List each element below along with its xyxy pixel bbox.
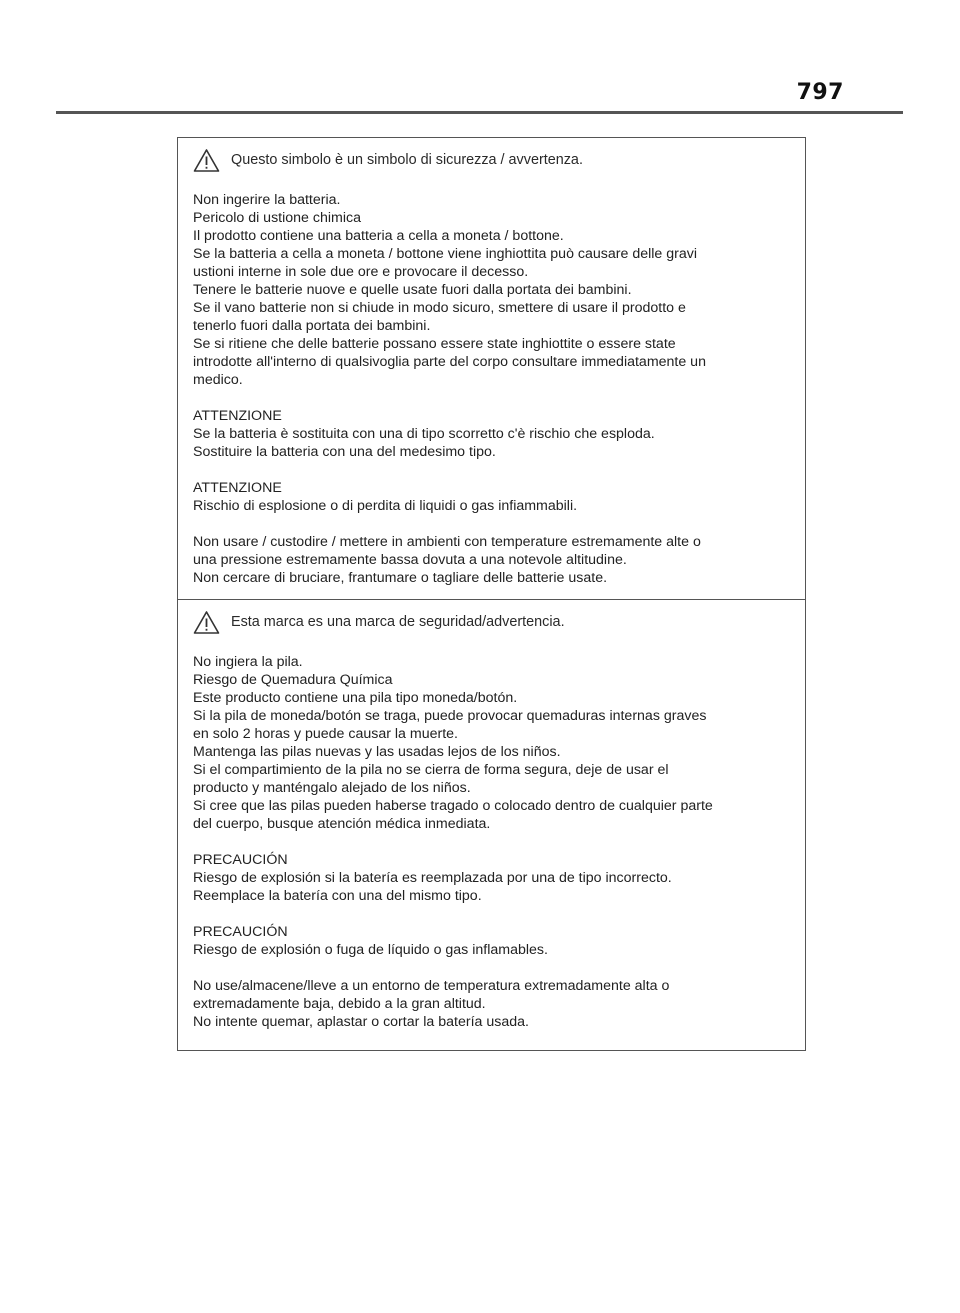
text-line: en solo 2 horas y puede causar la muerte. [193,726,458,742]
page-number: 797 [796,80,844,105]
text-line: Riesgo de explosión si la batería es reemplazada por una de tipo incorrecto. [193,870,672,886]
text-line: Si la pila de moneda/botón se traga, puede provocar quemaduras internas graves [193,708,707,724]
text-line: Este producto contiene una pila tipo moneda/botón. [193,690,518,706]
text-line: PRECAUCIÓN [193,852,288,868]
text-line: Non usare / custodire / mettere in ambienti con temperature estremamente alte o [193,534,701,550]
spanish-warning-title: Esta marca es una marca de seguridad/advertencia. [231,614,565,630]
text-line: introdotte all'interno di qualsivoglia parte del corpo consultare immediatamente un [193,354,706,370]
text-line: Si cree que las pilas pueden haberse tragado o colocado dentro de cualquier parte [193,798,713,814]
text-line: del cuerpo, busque atención médica inmediata. [193,816,491,832]
text-line: ustioni interne in sole due ore e provocare il decesso. [193,264,529,280]
text-line: PRECAUCIÓN [193,924,288,940]
spanish-ingestion-warning [193,653,791,833]
text-line: Pericolo di ustione chimica [193,210,361,226]
text-line: tenerlo fuori dalla portata dei bambini. [193,318,431,334]
text-line: ATTENZIONE [193,480,282,496]
header-rule [56,111,903,114]
italian-caution-replacement [193,407,791,461]
text-line: medico. [193,372,243,388]
text-line: producto y manténgalo alejado de los niños. [193,780,471,796]
text-line: Rischio di esplosione o di perdita di liquidi o gas infiammabili. [193,498,578,514]
text-line: Il prodotto contiene una batteria a cella a moneta / bottone. [193,228,564,244]
text-line: Riesgo de explosión o fuga de líquido o gas inflamables. [193,942,548,958]
text-line: una pressione estremamente bassa dovuta a una notevole altitudine. [193,552,627,568]
spanish-section [178,599,805,1050]
text-line: Si el compartimiento de la pila no se cierra de forma segura, deje de usar el [193,762,669,778]
warning-triangle-icon [193,148,220,173]
text-line: Se la batteria è sostituita con una di tipo scorretto c'è rischio che esploda. [193,426,655,442]
text-line: Se la batteria a cella a moneta / bottone viene inghiottita può causare delle gravi [193,246,697,262]
spanish-environment-warning [193,977,791,1031]
spanish-caution-replacement [193,851,791,905]
spanish-warning-header [193,609,791,635]
text-line: Riesgo de Quemadura Química [193,672,393,688]
spanish-caution-explosion [193,923,791,959]
text-line: Se il vano batterie non si chiude in modo sicuro, smettere di usare il prodotto e [193,300,686,316]
text-line: ATTENZIONE [193,408,282,424]
text-line: Tenere le batterie nuove e quelle usate fuori dalla portata dei bambini. [193,282,632,298]
italian-caution-explosion [193,479,791,515]
warning-triangle-icon [193,610,220,635]
text-line: extremadamente baja, debido a la gran altitud. [193,996,486,1012]
text-line: Non ingerire la batteria. [193,192,341,208]
italian-section [178,138,805,599]
text-line: Non cercare di bruciare, frantumare o tagliare delle batterie usate. [193,570,608,586]
text-line: No ingiera la pila. [193,654,303,670]
italian-ingestion-warning [193,191,791,389]
text-line: Reemplace la batería con una del mismo tipo. [193,888,482,904]
text-line: Mantenga las pilas nuevas y las usadas lejos de los niños. [193,744,561,760]
italian-warning-title: Questo simbolo è un simbolo di sicurezza / avvertenza. [231,152,583,168]
safety-warning-box [177,137,806,1051]
italian-warning-header [193,147,791,173]
text-line: Sostituire la batteria con una del medesimo tipo. [193,444,496,460]
text-line: No use/almacene/lleve a un entorno de temperatura extremadamente alta o [193,978,670,994]
text-line: Se si ritiene che delle batterie possano essere state inghiottite o essere state [193,336,676,352]
text-line: No intente quemar, aplastar o cortar la batería usada. [193,1014,529,1030]
italian-environment-warning [193,533,791,587]
